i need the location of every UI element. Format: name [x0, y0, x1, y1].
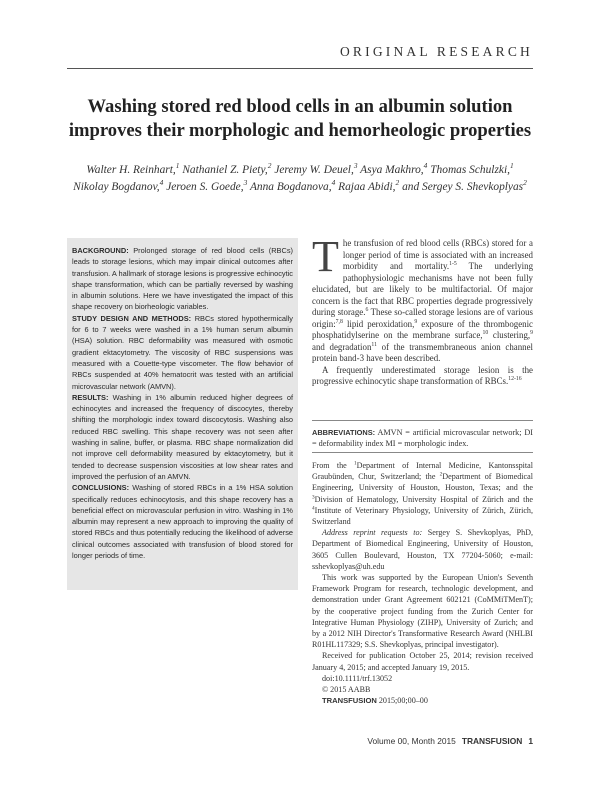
author-name: Rajaa Abidi, — [338, 181, 396, 193]
author-name: and Sergey S. Shevkoplyas — [402, 181, 524, 193]
section-label: ORIGINAL RESEARCH — [339, 44, 533, 59]
author-name: Jeremy W. Deuel, — [274, 164, 354, 176]
author-affiliation-marker: 2 — [267, 161, 272, 171]
citation: 6 — [365, 307, 369, 314]
reprint-label: Address reprint requests to: — [322, 528, 423, 538]
body-text-run: These so-called storage lesions are of various origin: — [312, 307, 533, 329]
body-paragraph-2 — [312, 365, 533, 388]
abstract-heading-results: RESULTS: — [72, 392, 109, 402]
affil-run: Department of Biomedical Engineering, University of Houston, Houston, Texas; and the — [312, 472, 533, 493]
abbreviations-text: AMVN = artificial microvascular network; DI = deformability index MI = morphologic index. — [312, 428, 533, 448]
abstract-conclusions — [72, 482, 293, 561]
affiliations-block — [312, 460, 533, 706]
affil-run: Institute of Veterinary Physiology, University of Zürich, Zürich, Switzerland — [312, 505, 533, 527]
author-affiliation-marker: 3 — [243, 178, 248, 188]
page-number: 1 — [528, 736, 533, 746]
author-affiliation-marker: 4 — [423, 161, 428, 171]
abstract-heading-background: BACKGROUND: — [72, 246, 129, 255]
received-dates: Received for publication October 25, 2014; revision received January 4, 2015; and accepted January 19, 2015. — [312, 651, 533, 672]
author-name: Jeroen S. Goede, — [166, 181, 244, 193]
affil-marker: 1 — [354, 460, 357, 467]
affil-marker: 3 — [312, 493, 315, 500]
citation: 12-16 — [508, 376, 522, 383]
abstract-box — [67, 238, 298, 590]
citation: 11 — [371, 341, 377, 348]
abstract-background-text: Prolonged storage of red blood cells (RBCs) leads to storage lesions, which may impair clinical outcomes after transfusion. A hallmark of storage lesions is progressive echinocytic shape transformation, which can be partially reversed by washing in albumin solutions. Here we have investigated the impact of this shape recovery on biorheologic variables. — [72, 246, 293, 312]
abstract-background — [72, 245, 293, 313]
journal-reference — [312, 695, 533, 706]
body-text-run: clustering, — [488, 330, 531, 340]
citation: 1-5 — [449, 261, 457, 268]
citation: 10 — [482, 330, 489, 337]
author-name: Thomas Schulzki, — [430, 164, 510, 176]
header-rule — [67, 68, 533, 69]
abstract-results-text: Washing in 1% albumin reduced higher degrees of echinocytes and increased the frequency of discocytes, thereby shifting the morphologic index toward discocytosis. Washing also reduced RBC swelling. This shape recovery was not seen after washing in saline, buffer, or plasma. RBC shape normalization did not improve cell deformability measured by ektacytometry, but it tended to decrease suspension viscosities at low shear rates and improved the perfusion of an AMVN. — [72, 392, 293, 481]
citation: 9 — [530, 330, 534, 337]
article-title: Washing stored red blood cells in an albumin solution improves their morphologic and hemorheologic properties — [68, 96, 532, 141]
abstract-heading-conclusions: CONCLUSIONS: — [72, 483, 130, 493]
body-text — [312, 232, 534, 388]
author-affiliation-marker: 1 — [175, 161, 180, 171]
funding-statement: This work was supported by the European Union's Seventh Framework Program for research, technologic development, and demonstration under Grant Agreement 602121 (CoMMiTMenT); by the cooperative project funding from the Zurich Center for Integrative Human Physiology (ZIHP), University of Zurich; and by a 2012 NIH Director's Transformative Research Award (NHLBI R01HL117329; S.S. Shevkoplyas, principal investigator). — [312, 573, 533, 650]
author-affiliation-marker: 2 — [523, 178, 527, 188]
body-text-run: lipid peroxidation, — [342, 318, 415, 329]
footer-volume: Volume 00, Month 2015 — [367, 736, 456, 746]
journal-ref-text: 2015;00;00–00 — [376, 696, 428, 706]
doi: doi:10.1111/trf.13052 — [322, 673, 393, 683]
affil-run: Division of Hematology, University Hospital of Zürich and the — [314, 494, 533, 504]
body-text-run: A frequently underestimated storage lesion is the progressive echinocytic shape transformation of RBCs. — [312, 364, 533, 386]
footer-journal: TRANSFUSION — [461, 736, 523, 746]
abstract-design — [72, 313, 293, 392]
affil-run: From the — [312, 461, 354, 470]
author-name: Nathaniel Z. Piety, — [182, 164, 268, 176]
author-list — [55, 162, 545, 196]
author-affiliation-marker: 3 — [353, 161, 358, 171]
body-text-run: and degradation — [312, 341, 372, 352]
citation: 9 — [414, 318, 418, 325]
copyright: © 2015 AABB — [322, 685, 371, 695]
body-text-run: of the transmembraneous anion channel protein band-3 have been described. — [312, 341, 533, 363]
reprint-address — [312, 527, 533, 572]
author-name: Nikolay Bogdanov, — [73, 181, 160, 193]
abbreviations-box — [312, 420, 533, 453]
abstract-conclusions-text: Washing of stored RBCs in a 1% HSA solution specifically reduces echinocytosis, and this shape recovery has a beneficial effect on microvascular perfusion in vitro. Washing in 1% albumin may represent a new approach to improving the quality of stored RBCs and thus potentially reducing the likelihood of adverse clinical outcomes associated with transfusion of blood stored for longer periods of time. — [72, 483, 293, 561]
author-name: Walter H. Reinhart, — [86, 164, 176, 176]
affiliation-text — [312, 460, 533, 527]
affil-marker: 2 — [439, 471, 443, 478]
body-text-run: he transfusion of red blood cells (RBCs) stored for a longer period of time is associated with an increased morbidity and mortality. — [342, 238, 533, 271]
author-affiliation-marker: 2 — [395, 178, 400, 188]
page-footer — [367, 736, 533, 746]
affil-marker: 4 — [312, 505, 315, 512]
affil-run: Department of Internal Medicine, Kantonsspital Graubünden, Chur, Switzerland; the — [312, 461, 533, 482]
journal-ref-name: TRANSFUSION — [322, 696, 377, 706]
citation: 7,8 — [335, 318, 343, 325]
author-name: Asya Makhro, — [360, 164, 424, 176]
author-name: Anna Bogdanova, — [249, 181, 332, 193]
drop-cap: T — [312, 232, 339, 281]
author-affiliation-marker: 1 — [509, 161, 514, 171]
abbreviations-label: ABBREVIATIONS: — [312, 428, 376, 437]
abstract-design-text: RBCs stored hypothermically for 6 to 7 weeks were washed in a 1% human serum albumin (HSA) solution. RBC deformability was measured with osmotic gradient ektacytometry. The viscosity of RBC suspensions was measured with a Couette-type viscometer. The flow behavior of RBCs suspended at 40% hematocrit was tested with an artificial microvascular network (AMVN). — [72, 313, 294, 391]
reprint-text: Sergey S. Shevkoplyas, PhD, Department of Biomedical Engineering, University of Houston, 3605 Cullen Boulevard, Houston, TX 77204-5060; e-mail: sshevkoplyas@uh.edu — [312, 528, 533, 571]
abstract-results — [72, 392, 293, 482]
author-affiliation-marker: 4 — [159, 178, 164, 188]
author-affiliation-marker: 4 — [331, 178, 336, 188]
body-text-run: exposure of the thrombogenic phosphatidylserine on the membrane surface, — [312, 318, 533, 340]
abstract-heading-design: STUDY DESIGN AND METHODS: — [72, 313, 192, 323]
body-text-run: The underlying pathophysiologic mechanisms have not been fully elucidated, but are likely to be multifactorial. Of major concern is the fact that RBC properties degrade progressively during storage. — [312, 261, 534, 317]
body-paragraph-1 — [312, 232, 534, 365]
